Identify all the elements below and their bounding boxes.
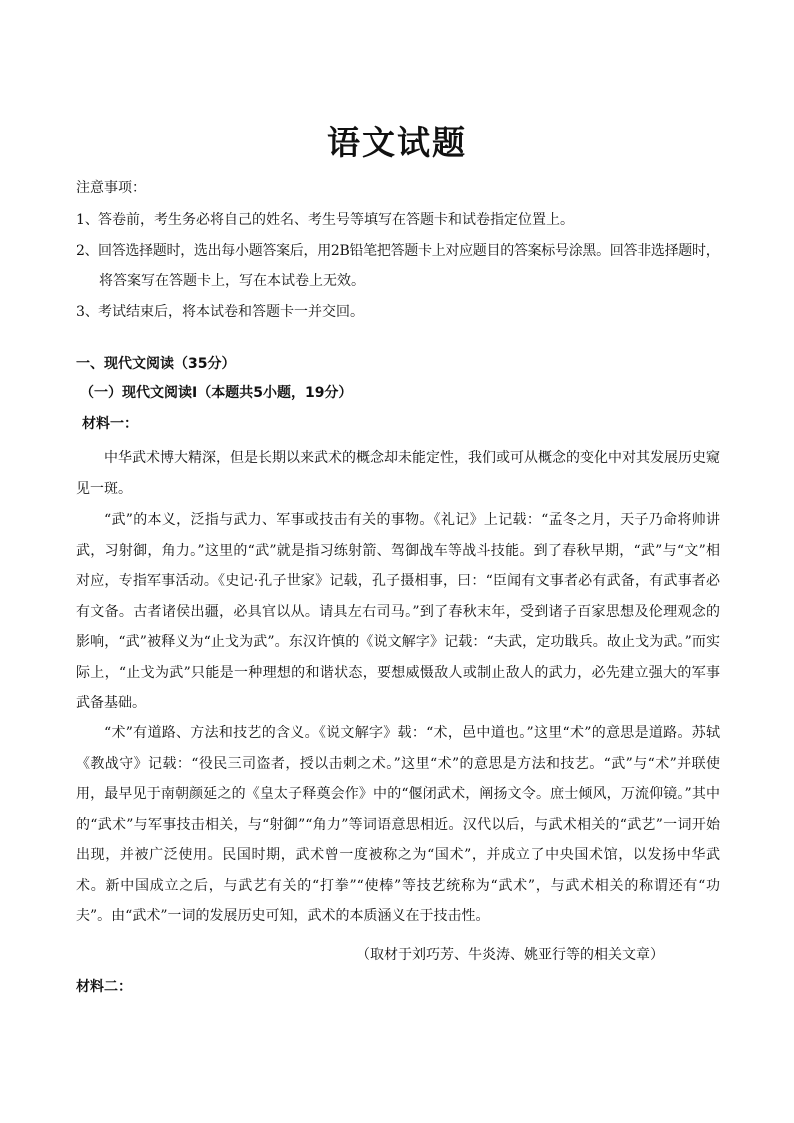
notice-item [76,210,722,230]
material-one-label: 材料一： [82,416,138,432]
paragraph: 中华武术博大精深，但是长期以来武术的概念却未能定性，我们或可从概念的变化中对其发展历史窥见一斑。 [76,450,720,497]
subsection-title: （一）现代文阅读Ⅰ（本题共5小题，19分） [80,385,353,401]
material-two-label: 材料二： [76,979,132,995]
notice-number: 2、 [76,243,99,259]
notice-text: 答卷前，考生务必将自己的姓名、考生号等填写在答题卡和试卷指定位置上。 [98,212,574,228]
section-title: 一、现代文阅读（35分） [76,356,236,372]
notice-number: 3、 [76,304,99,320]
notice-heading: 注意事项： [76,180,146,196]
paragraph: “术”有道路、方法和技艺的含义。《说文解字》载：“术，邑中道也。”这里“术”的意思是道路。苏轼《教战守》记载：“役民三司盗者，授以击刺之术。”这里“术”的意思是方法和技艺。“武”与“术”并联使用，最早见于南朝颜延之的《皇太子释奠会作》中的“偃闭武术，阐扬文令。庶士倾风，万流仰镜。”其中的“武术”与军事技击相关，与“射御”“角力”等词语意思相近。汉代以后，与武术相关的“武艺”一词开始出现，并被广泛使用。民国时期，武术曾一度被称之为“国术”，并成立了中央国术馆，以发扬中华武术。新中国成立之后，与武艺有关的“打拳”“使棒”等技艺统称为“武术”，与武术相关的称谓还有“功夫”。由“武术”一词的发展历史可知，武术的本质涵义在于技击性。 [76,725,720,924]
notice-item [76,302,722,322]
page-title: 语文试题 [327,123,467,162]
notice-continuation: 将答案写在答题卡上，写在本试卷上无效。 [99,273,365,289]
notice-number: 1、 [76,212,99,228]
paragraph: “武”的本义，泛指与武力、军事或技击有关的事物。《礼记》上记载：“孟冬之月，天子乃命将帅讲武，习射御，角力。”这里的“武”就是指习练射箭、驾御战车等战斗技能。到了春秋早期，“武”与“文”相对应，专指军事活动。《史记·孔子世家》记载，孔子摄相事，曰：“臣闻有文事者必有武备，有武事者必有文备。古者诸侯出疆，必具官以从。请具左右司马。”到了春秋末年，受到诸子百家思想及伦理观念的影响，“武”被释义为“止戈为武”。东汉许慎的《说文解字》记载：“夫武，定功戢兵。故止戈为武。”而实际上，“止戈为武”只能是一种理想的和谐状态，要想威慑敌人或制止敌人的武力，必先建立强大的军事武备基础。 [76,512,720,711]
notice-item [76,241,722,261]
source-citation: （取材于刘巧芳、牛炎涛、姚亚行等的相关文章） [356,947,664,963]
notice-text: 回答选择题时，选出每小题答案后，用2B铅笔把答题卡上对应题目的答案标号涂黑。回答非选择题时， [98,243,720,259]
notice-text: 考试结束后，将本试卷和答题卡一并交回。 [98,304,364,320]
